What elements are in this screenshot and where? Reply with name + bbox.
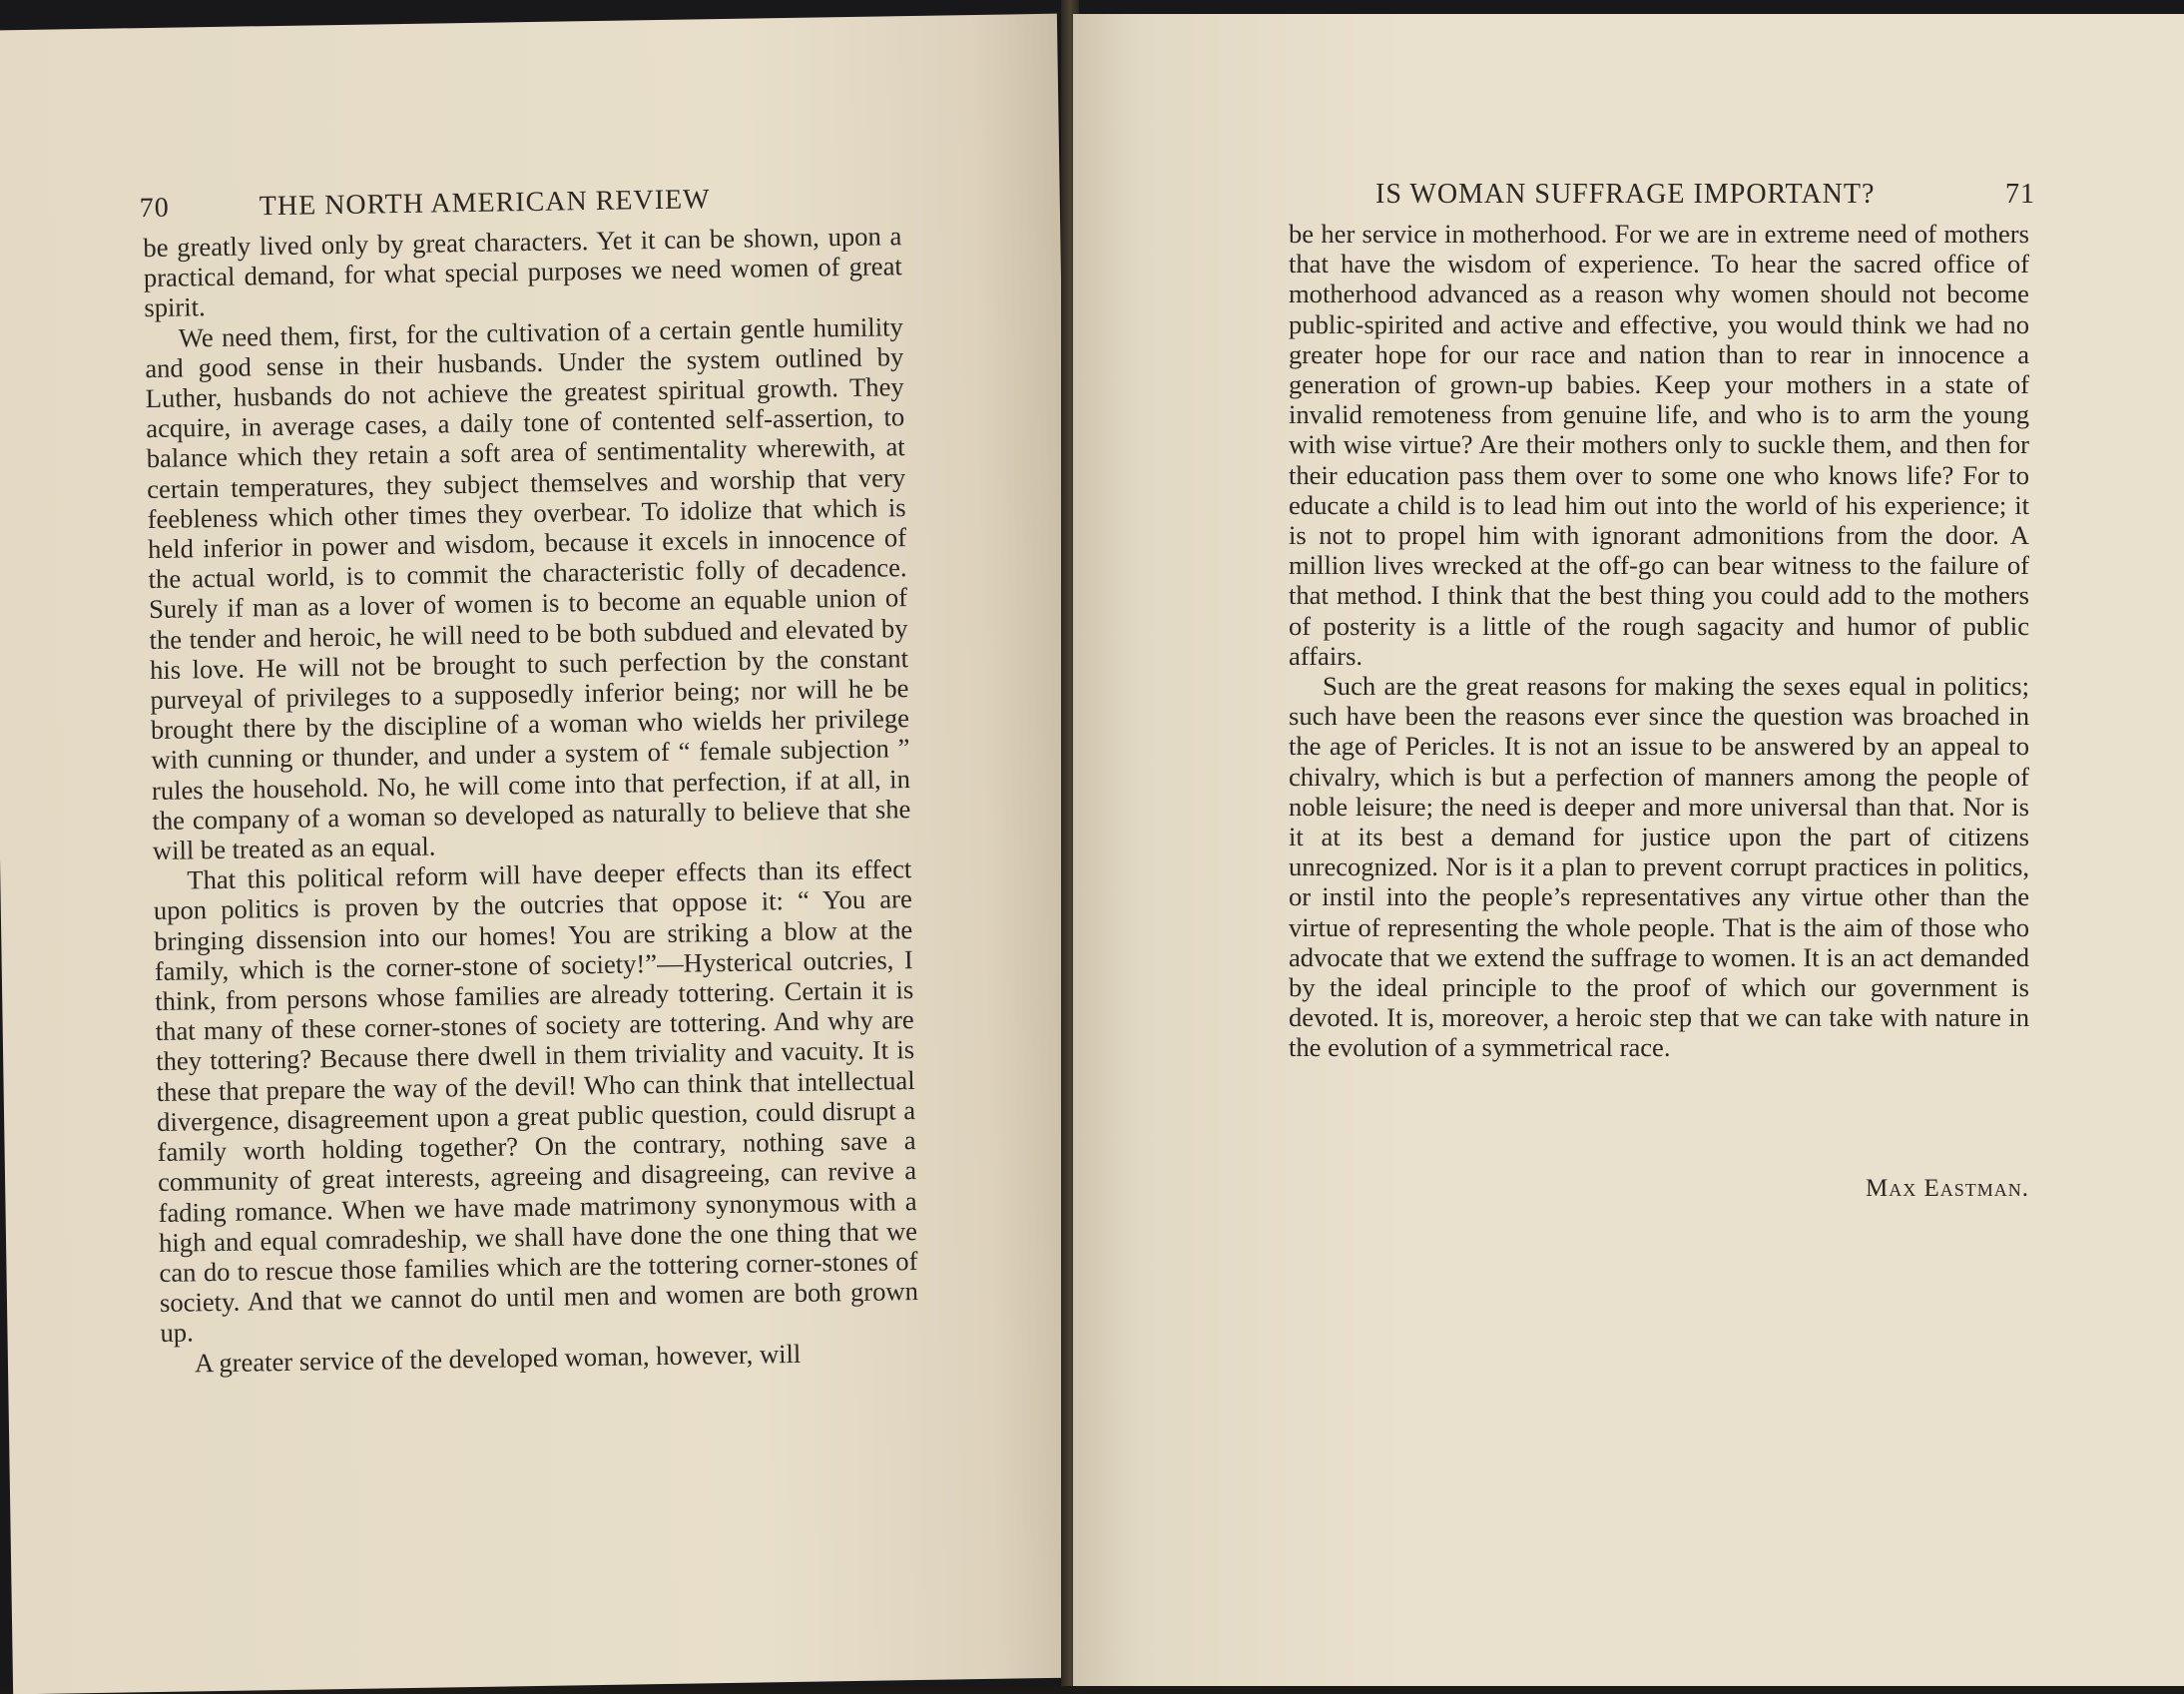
right-page-number: 71 [2005, 179, 2035, 210]
left-paragraph-3: That this political reform will have deeper effects than its effect upon politics is proven by the outcries that oppose it: “ You are bringing dissension into our homes! You are striking a blow at the family, which is the corner-stone of society!”—Hysterical outcries, I think, from persons whose families are already tottering. Certain it is that many of these corner-stones of society are tottering. And why are they tottering? Because there dwell in them triviality and vacuity. It is these that prepare the way of the devil! Who can think that intellectual divergence, disagreement upon a great public question, could disrupt a family worth holding together? On the contrary, nothing save a community of great interests, agreeing and disagreeing, can revive a fading romance. When we have made matrimony synonymous with a high and equal comradeship, we shall have done the one thing that we can do to rescue those families which are the tottering corner-stones of society. And that we cannot do until men and women are both grown up. [153, 853, 919, 1349]
right-page [1073, 14, 2184, 1686]
right-paragraph-1: be her service in motherhood. For we are in extreme need of mothers that have the wisdom of experience. To hear the sacred office of motherhood advanced as a reason why women should not become public-spirited and active and effective, you would think we had no greater hope for our race and nation than to rear in innocence a generation of grown-up babies. Keep your mothers in a state of invalid remoteness from genuine life, and who is to arm the young with wise virtue? Are their mothers only to suckle them, and then for their education pass them over to some one who knows life? For to educate a child is to lead him out into the world of his experience; it is not to propel him with ignorant admonitions from the door. A million lives wrecked at the off-go can bear witness to the failure of that method. I think that the best thing you could add to the mothers of posterity is a little of the rough sagacity and humor of public affairs. [1289, 219, 2029, 671]
left-page [0, 14, 1083, 1694]
left-page-number: 70 [139, 192, 171, 225]
left-paragraph-4: A greater service of the developed woman, however, will [194, 1338, 802, 1378]
left-page-body [143, 221, 919, 1379]
right-paragraph-2: Such are the great reasons for making the sexes equal in politics; such have been the reasons ever since the question was broached in the age of Pericles. It is not an issue to be answered by an appeal to chivalry, which is but a perfection of manners among the people of noble leisure; the need is deeper and more universal than that. Nor is it at its best a demand for justice upon the part of citizens unrecognized. Nor is it a plan to prevent corrupt practices in politics, or instil into the people’s representatives any virtue other than the virtue of representing the whole people. That is the aim of those who advocate that we extend the suffrage to women. It is an act demanded by the ideal principle to the proof of which our government is devoted. It is, moreover, a heroic step that we can take with nature in the evolution of a symmetrical race. [1289, 671, 2029, 1063]
left-paragraph-2: We need them, first, for the cultivation of a certain gentle humility and good sense in their husbands. Under the system outlined by Luther, husbands do not achieve the greatest spiritual growth. They acquire, in average cases, a daily tone of contented self-assertion, to balance which they retain a soft area of sentimentality wherewith, at certain temperatures, they subject themselves and worship that very feebleness which other times they overbear. To idolize that which is held inferior in power and wisdom, because it excels in innocence of the actual world, is to commit the characteristic folly of decadence. Surely if man as a lover of women is to become an equable union of the tender and heroic, he will need to be both subdued and elevated by his love. He will not be brought to such perfection by the constant purveyal of privileges to a supposedly inferior being; nor will he be brought there by the discipline of a woman who wields her privilege with cunning or thunder, and under a system of “ female subjection ” rules the household. No, he will come into that perfection, if at all, in the company of a woman so developed as naturally to believe that she will be treated as an equal. [145, 310, 911, 866]
left-running-head: THE NORTH AMERICAN REVIEW [259, 184, 711, 223]
author-signature: Max Eastman. [1865, 1175, 2029, 1202]
right-running-head: IS WOMAN SUFFRAGE IMPORTANT? [1375, 179, 1876, 210]
left-paragraph-1: be greatly lived only by great characters. Yet it can be shown, upon a practical demand, for what special purposes we need women of great spirit. [143, 221, 903, 323]
right-page-body [1289, 219, 2029, 1063]
